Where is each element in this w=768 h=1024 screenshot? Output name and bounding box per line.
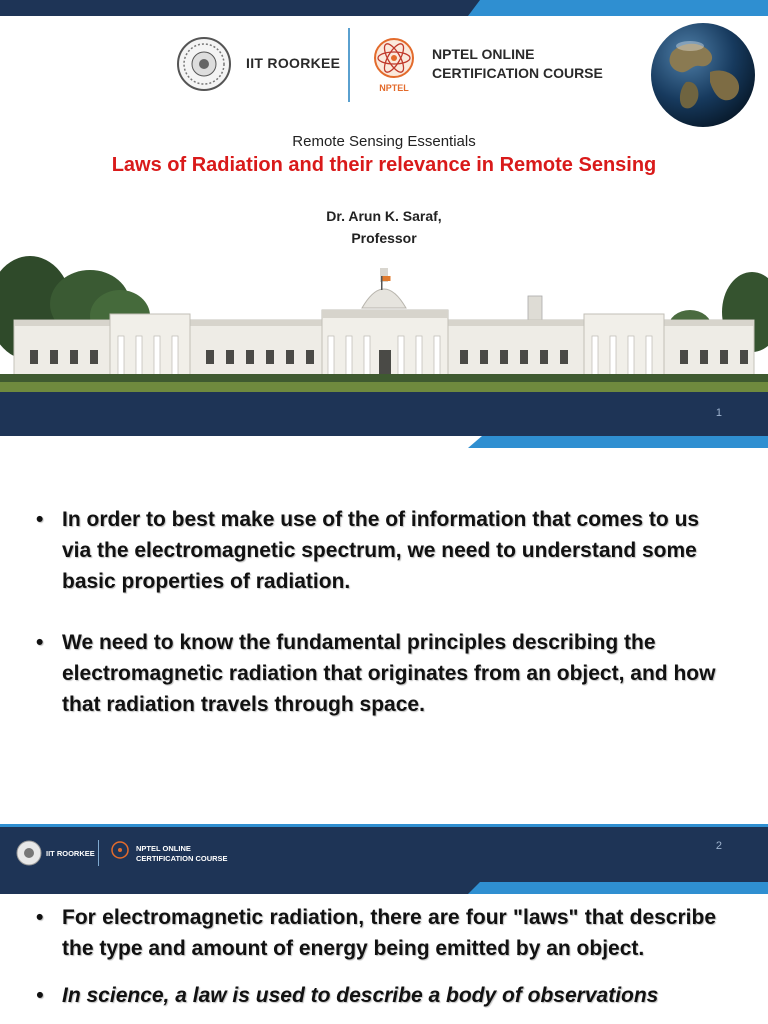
bullet-item: • In science, a law is used to describe a body of observations: [36, 984, 659, 1007]
slide3-bullets: [34, 902, 716, 1011]
bullet-item: • We need to know the fundamental principles describing the electromagnetic radiation that originates from an object, and how that radiation travels through space.: [36, 631, 716, 716]
page-number: 1: [715, 407, 722, 419]
bullet-item: • In order to best make use of the of information that comes to us via the electromagnetic spectrum, we need to understand some basic properties of radiation.: [36, 508, 700, 593]
nptel-line-1: NPTEL ONLINE: [432, 46, 535, 62]
iit-roorkee-seal-icon: [16, 840, 42, 866]
content-slide-2: [0, 448, 768, 882]
page-number: 2: [715, 840, 722, 852]
top-stripe: [0, 882, 768, 894]
earth-globe-icon: [650, 22, 756, 128]
svg-text:NPTEL: NPTEL: [379, 83, 409, 93]
footer-logos: [16, 838, 256, 868]
nptel-line-2: CERTIFICATION COURSE: [432, 65, 603, 81]
slide-title: Laws of Radiation and their relevance in Remote Sensing: [111, 154, 657, 176]
header-logos: [172, 28, 612, 104]
iit-roorkee-seal-icon: [176, 36, 232, 92]
iit-name: IIT ROORKEE: [246, 55, 341, 71]
footer-iit-name: IIT ROORKEE: [46, 849, 95, 858]
top-stripe-accent: [468, 882, 768, 894]
header-divider: [348, 28, 350, 102]
author-name: Dr. Arun K. Saraf,: [326, 208, 442, 224]
footer-divider: [98, 840, 99, 866]
content-slide-3: [0, 882, 768, 1024]
slide2-bullets: [34, 504, 716, 720]
nptel-logo-icon: [368, 34, 420, 94]
author-role: Professor: [351, 230, 417, 246]
bullet-item: • For electromagnetic radiation, there are four "laws" that describe the type and amount of energy being emitted by an object.: [36, 906, 716, 960]
nptel-logo-icon: [110, 840, 130, 866]
top-stripe-accent: [468, 0, 768, 16]
footer-nptel-line-1: NPTEL ONLINE: [136, 844, 191, 853]
footer-nptel-line-2: CERTIFICATION COURSE: [136, 854, 228, 863]
slide1-footer-accent: [468, 436, 768, 448]
footer-top-line: [0, 824, 768, 827]
top-stripe: [0, 0, 768, 16]
iit-main-building-photo: [0, 246, 768, 392]
course-name: Remote Sensing Essentials: [292, 133, 476, 150]
slide1-footer-band: [0, 392, 768, 436]
title-slide: [0, 0, 768, 448]
slide2-footer-band: [0, 824, 768, 882]
